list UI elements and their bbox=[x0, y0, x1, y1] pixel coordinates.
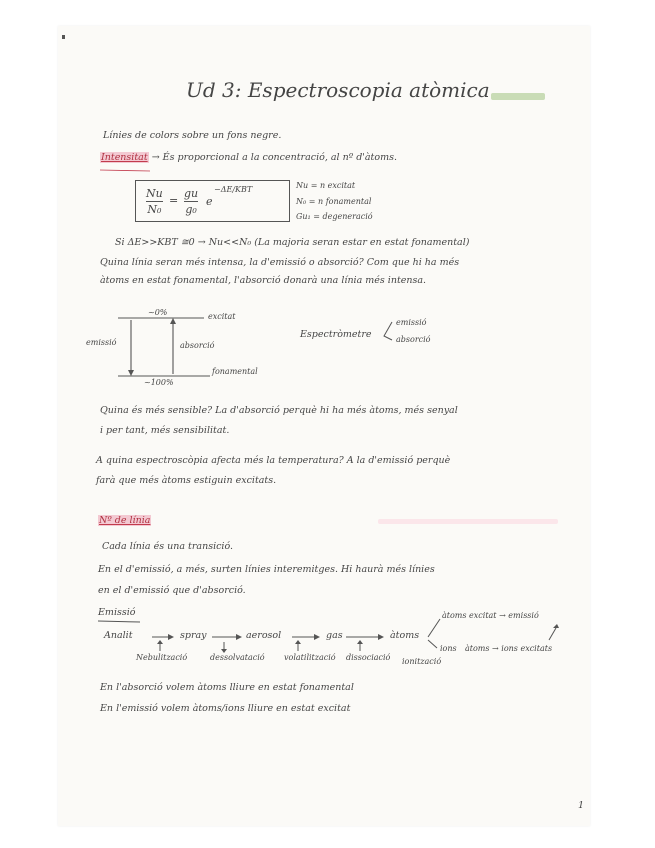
flow-atoms: àtoms bbox=[390, 630, 420, 641]
page-title: Ud 3: Espectroscopia atòmica bbox=[186, 78, 490, 102]
flow-branch-ions: ions bbox=[440, 644, 457, 653]
q3-line2: farà que més àtoms estiguin excitats. bbox=[96, 475, 277, 486]
flow-volatilitzacio: volatilització bbox=[284, 653, 336, 662]
flow-gas: gas bbox=[326, 630, 343, 641]
flow-dessolvatacio: dessolvatació bbox=[210, 653, 265, 662]
diagram-fonamental: fonamental bbox=[212, 367, 258, 376]
flow-analit: Analit bbox=[104, 630, 133, 641]
flow-nebulitzacio: Nebulització bbox=[136, 653, 188, 662]
flow-dissociacio: dissociació bbox=[346, 653, 391, 662]
intro-line: Línies de colors sobre un fons negre. bbox=[103, 130, 282, 141]
q1-line1: Quina línia seran més intensa, la d'emissió o absorció? Com que hi ha més bbox=[100, 257, 460, 268]
diagram-absorcio: absorció bbox=[180, 341, 215, 350]
formula-nu: Nu bbox=[146, 187, 163, 200]
espectrometre-absorcio: absorció bbox=[396, 335, 431, 344]
diagram-top-pct: ~0% bbox=[148, 308, 168, 317]
emissio-text-line2: en el d'emissió que d'absorció. bbox=[98, 585, 246, 596]
flow-branch-bottom: àtoms → ions excitats bbox=[465, 644, 553, 653]
emissio-line: En l'emissió volem àtoms/ions lliure en estat excitat bbox=[100, 703, 351, 714]
formula-n0: N₀ bbox=[147, 203, 162, 216]
nlinies-heading bbox=[98, 515, 151, 526]
emissio-text-line1: En el d'emissió, a més, surten línies interemitges. Hi haurà més línies bbox=[98, 564, 435, 575]
formula-g0: g₀ bbox=[185, 203, 197, 216]
intensitat-label: Intensitat bbox=[101, 152, 148, 163]
cada-line: Cada línia és una transició. bbox=[102, 541, 234, 552]
si-line: Si ΔE>>KBT ≅0 → Nu<<N₀ (La majoria seran estar en estat fonamental) bbox=[115, 237, 470, 248]
legend-gu: Gu₁ = degeneració bbox=[296, 212, 373, 221]
q3-line1: A quina espectroscòpia afecta més la temperatura? A la d'emissió perquè bbox=[96, 455, 451, 466]
espectrometre-emissio: emissió bbox=[396, 318, 427, 327]
flow-aerosol: aerosol bbox=[246, 630, 282, 641]
flow-branch-top: àtoms excitat → emissió bbox=[442, 611, 539, 620]
page-number: 1 bbox=[578, 800, 585, 811]
flow-spray: spray bbox=[180, 630, 207, 641]
q2-line1: Quina és més sensible? La d'absorció perquè hi ha més àtoms, més senyal bbox=[100, 405, 458, 416]
formula-gu: gu bbox=[184, 187, 199, 200]
formula-power: −ΔE/KBT bbox=[214, 185, 253, 194]
espectrometre-label: Espectròmetre bbox=[300, 329, 372, 340]
legend-nu: Nu = n excitat bbox=[296, 181, 356, 190]
q2-line2: i per tant, més sensibilitat. bbox=[100, 425, 230, 436]
formula-equals: = bbox=[169, 194, 179, 207]
absorcio-line: En l'absorció volem àtoms lliure en estat fonamental bbox=[100, 682, 354, 693]
nlinies-label: Nº de línia bbox=[99, 515, 151, 526]
legend-n0: N₀ = n fonamental bbox=[296, 197, 372, 206]
flow-ionitzacio: ionització bbox=[402, 657, 442, 666]
intensitat-text: → És proporcional a la concentració, al nº d'àtoms. bbox=[151, 152, 397, 163]
q1-line2: àtoms en estat fonamental, l'absorció donarà una línia més intensa. bbox=[100, 275, 427, 286]
diagram-bottom-pct: ~100% bbox=[144, 378, 174, 387]
emissio-heading: Emissió bbox=[98, 607, 136, 618]
diagram-emissio: emissió bbox=[86, 338, 117, 347]
formula-exp: e bbox=[206, 195, 213, 208]
diagram-excitat: excitat bbox=[208, 312, 236, 321]
